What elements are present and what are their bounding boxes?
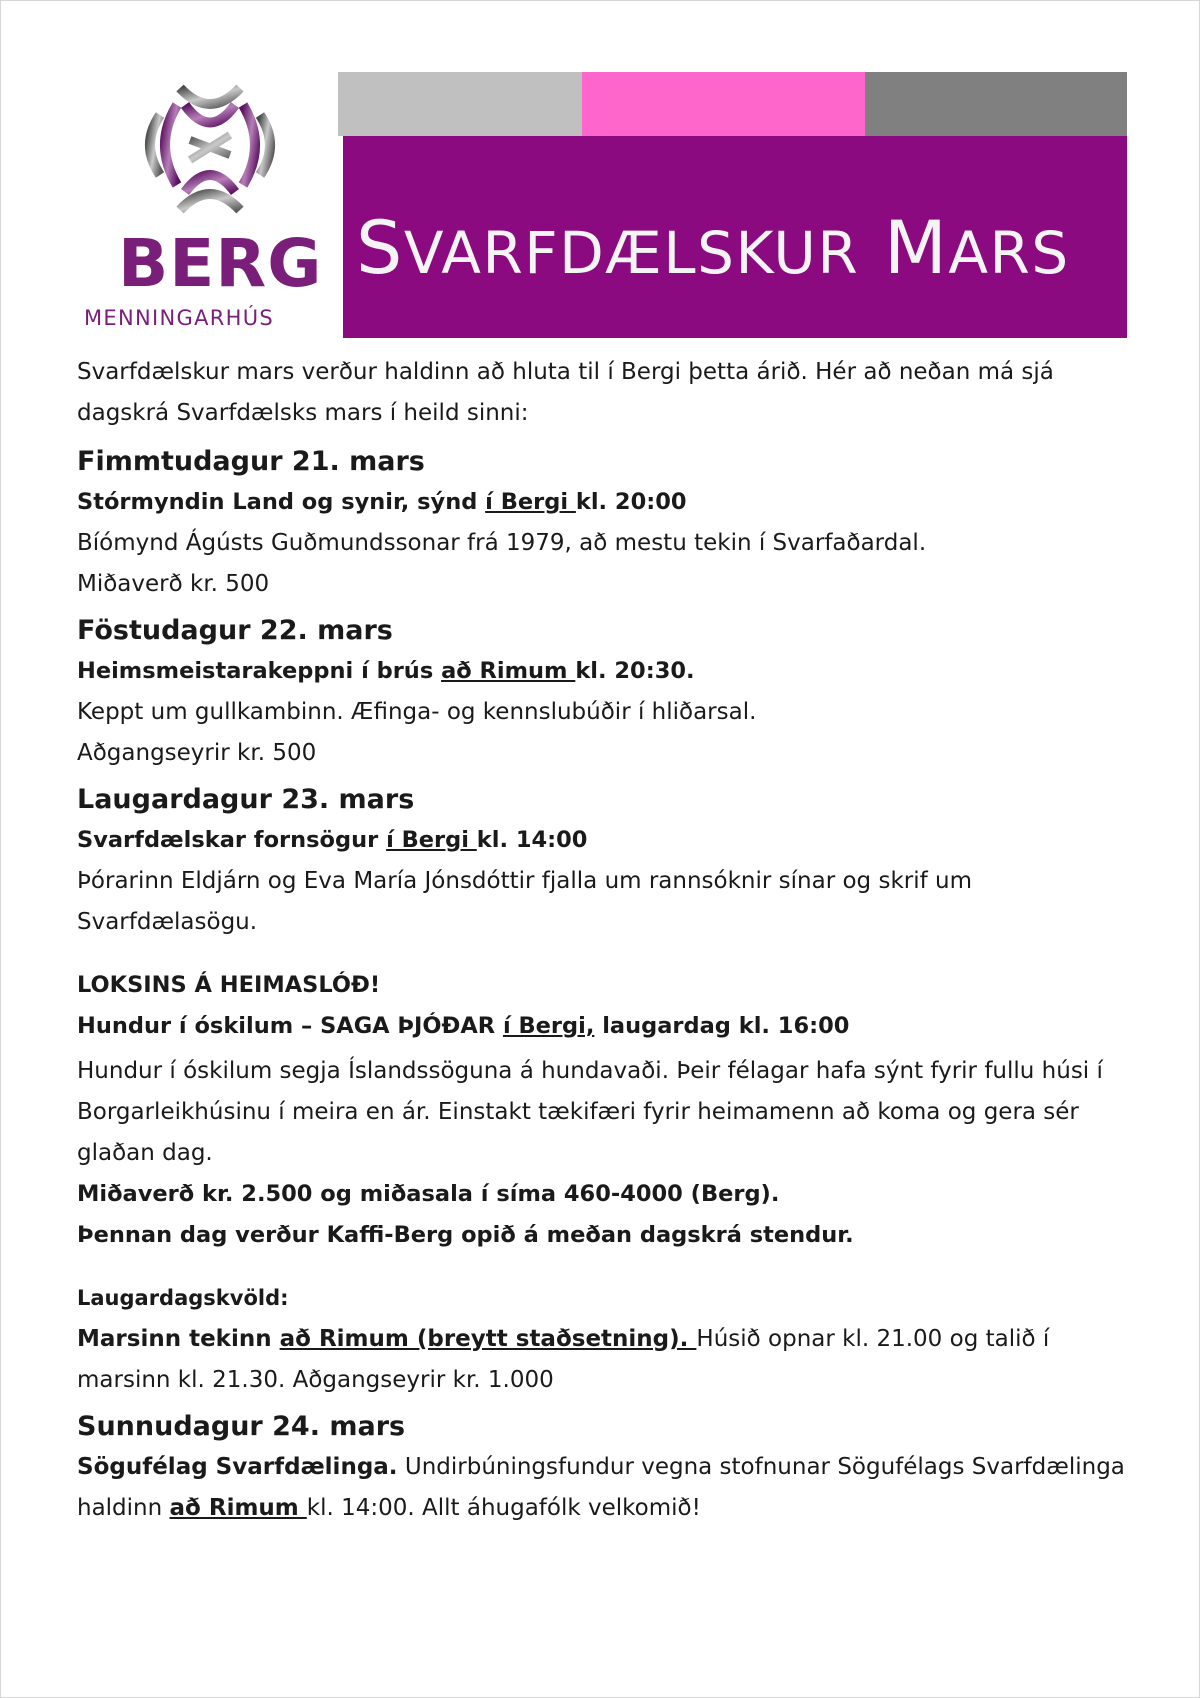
special-heading: LOKSINS Á HEIMASLÓÐ! bbox=[77, 972, 381, 998]
event-description: Undirbúningsfundur vegna stofnunar Sögufélags Svarfdælinga haldinn bbox=[77, 1454, 1125, 1521]
event-name: Svarfdælskar fornsögur bbox=[77, 827, 387, 853]
event-time: kl. 20:30. bbox=[575, 658, 695, 684]
stripe-dark-grey bbox=[865, 72, 1127, 136]
title-word-1: VARFDÆLSKUR bbox=[403, 219, 860, 287]
event-description-thursday: Bíómynd Ágústs Guðmundssonar frá 1979, að mestu tekin í Svarfaðardal. bbox=[77, 530, 927, 556]
berg-logo bbox=[80, 80, 340, 335]
event-evening bbox=[77, 1319, 1137, 1401]
day-heading-friday: Föstudagur 22. mars bbox=[77, 615, 393, 646]
event-price-thursday: Miðaverð kr. 500 bbox=[77, 571, 270, 597]
day-heading-thursday: Fimmtudagur 21. mars bbox=[77, 446, 425, 477]
event-location: í Bergi, bbox=[502, 1013, 595, 1039]
event-description-friday: Keppt um gullkambinn. Æfinga- og kennslubúðir í hliðarsal. bbox=[77, 699, 757, 725]
cafe-notice: Þennan dag verður Kaffi-Berg opið á meðan dagskrá stendur. bbox=[77, 1222, 854, 1248]
event-time: kl. 14:00. Allt áhugafólk velkomið! bbox=[306, 1495, 701, 1521]
event-location: að Rimum bbox=[169, 1495, 307, 1521]
title-initial-2: M bbox=[883, 206, 949, 291]
event-location: í Bergi bbox=[485, 489, 576, 515]
spacer bbox=[77, 1256, 1137, 1278]
event-price-friday: Aðgangseyrir kr. 500 bbox=[77, 740, 317, 766]
event-title-friday bbox=[77, 651, 1137, 692]
stripe-pink bbox=[582, 72, 865, 136]
day-heading-saturday: Laugardagur 23. mars bbox=[77, 784, 415, 815]
event-price-special: Miðaverð kr. 2.500 og miðasala í síma 460-4000 (Berg). bbox=[77, 1181, 780, 1207]
event-sunday bbox=[77, 1447, 1137, 1529]
logo-wordmark: BERG bbox=[118, 225, 323, 302]
event-description-special: Hundur í óskilum segja Íslandssöguna á hundavaði. Þeir félagar hafa sýnt fyrir fullu húsi í Borgarleikhúsinu í meira en ár. Einstakt tækifæri fyrir heimamenn að koma og gera sér glaðan dag. bbox=[77, 1058, 1103, 1166]
program-content bbox=[77, 352, 1137, 1529]
day-heading-sunday: Sunnudagur 24. mars bbox=[77, 1411, 406, 1442]
event-name: Sögufélag Svarfdælinga. bbox=[77, 1454, 398, 1480]
event-name: Hundur í óskilum – SAGA ÞJÓÐAR bbox=[77, 1013, 503, 1039]
event-time: laugardag kl. 16:00 bbox=[594, 1013, 850, 1039]
event-time: kl. 14:00 bbox=[476, 827, 588, 853]
evening-heading: Laugardagskvöld: bbox=[77, 1286, 289, 1310]
intro-text: Svarfdælskur mars verður haldinn að hluta til í Bergi þetta árið. Hér að neðan má sjá dagskrá Svarfdælsks mars í heild sinni: bbox=[77, 359, 1054, 426]
event-location: í Bergi bbox=[386, 827, 477, 853]
event-title-special bbox=[77, 1006, 1137, 1047]
event-time: kl. 20:00 bbox=[575, 489, 687, 515]
event-name: Stórmyndin Land og synir, sýnd bbox=[77, 489, 486, 515]
event-title-thursday bbox=[77, 482, 1137, 523]
event-name: Heimsmeistarakeppni í brús bbox=[77, 658, 442, 684]
title-initial-1: S bbox=[356, 206, 404, 291]
berg-emblem-icon bbox=[135, 80, 285, 220]
logo-subtitle: MENNINGARHÚS bbox=[84, 306, 275, 330]
event-location: að Rimum bbox=[441, 658, 576, 684]
page-title bbox=[356, 206, 1070, 291]
event-description-saturday: Þórarinn Eldjárn og Eva María Jónsdóttir fjalla um rannsóknir sínar og skrif um Svarfdælasögu. bbox=[77, 868, 973, 935]
event-name: Marsinn tekinn bbox=[77, 1326, 280, 1352]
event-description: Húsið opnar kl. 21.00 og talið í marsinn kl. 21.30. Aðgangseyrir kr. 1.000 bbox=[77, 1326, 1050, 1393]
spacer bbox=[77, 943, 1137, 965]
event-location: að Rimum (breytt staðsetning). bbox=[279, 1326, 697, 1352]
title-word-2: ARS bbox=[948, 219, 1070, 287]
event-title-saturday bbox=[77, 820, 1137, 861]
stripe-light-grey bbox=[338, 72, 582, 136]
